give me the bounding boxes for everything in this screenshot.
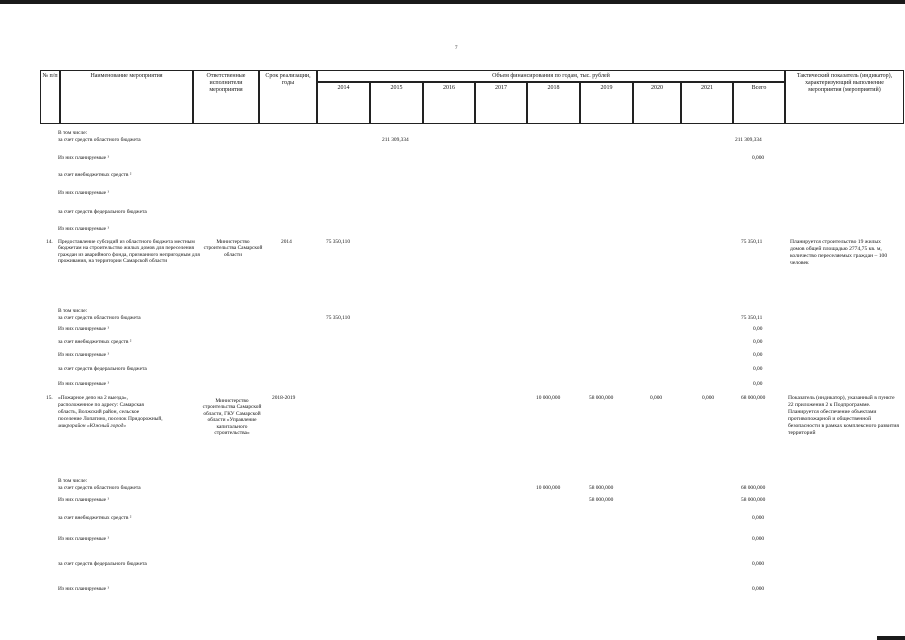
col-num-header: № п/п [40, 70, 60, 124]
block1-regional: за счет средств областного бюджета [58, 137, 141, 143]
row15-planned2-total: 0,000 [752, 536, 765, 542]
row14-number: 14. [46, 239, 53, 245]
row14-planned2-total: 0,00 [753, 352, 763, 358]
row14-planned3-total: 0,00 [753, 381, 763, 387]
row15-total: 68 000,000 [741, 395, 766, 401]
top-border [0, 0, 905, 4]
block1-federal: за счет средств федерального бюджета [58, 209, 147, 215]
row15-planned: Из них планируемые ¹ [58, 497, 109, 503]
row14-regional: за счет средств областного бюджета [58, 315, 141, 321]
col-term-header: Срок реализации, годы [259, 70, 317, 124]
row15-regional-total: 68 000,000 [741, 485, 766, 491]
row15-extra-total: 0,000 [752, 515, 765, 521]
row14-indicator: Планируется строительство 19 жилых домов общей площадью 2774,75 кв. м, количество переселяемых граждан – 100 человек [790, 239, 888, 266]
table-header [40, 70, 904, 124]
row15-indicator: Показатель (индикатор), указанный в пункте 22 приложения 2 к Подпрограмме. Планируется обеспечение объектами противопожарной и общественной безопасности в рамках комплексного развития территорий [788, 395, 899, 436]
row15-extra: за счет внебюджетных средств ² [58, 515, 132, 521]
row15-name-line4: поселение Лопатино, поселок Придорожный, [58, 416, 163, 422]
col-indicator-header: Тактический показатель (индикатор), характеризующий выполнение мероприятия (мероприятий) [785, 70, 904, 124]
row15-2020: 0,000 [650, 395, 663, 401]
row15-responsible: Министерство строительства Самарской области, ГКУ Самарской области «Управление капитального строительства» [202, 398, 262, 437]
block1-planned: Из них планируемые ¹ [58, 155, 109, 161]
row14-extra: за счет внебюджетных средств ² [58, 339, 132, 345]
row14-planned: Из них планируемые ¹ [58, 326, 109, 332]
row14-extra-total: 0,00 [753, 339, 763, 345]
row15-federal-total: 0,000 [752, 561, 765, 567]
row15-in-total: В том числе: [58, 478, 88, 484]
row14-2014: 75 350,110 [326, 239, 351, 245]
row15-planned3-total: 0,000 [752, 586, 765, 592]
row15-name-line3: область, Волжский район, сельское [58, 409, 140, 415]
row14-planned2: Из них планируемые ¹ [58, 352, 109, 358]
corner-mark [877, 636, 905, 640]
row15-name-line1: «Пожарное депо на 2 выезда», [58, 395, 128, 401]
year-2021-header: 2021 [681, 82, 733, 124]
col-funding-header: Объем финансирования по годам, тыс. рублей [317, 70, 785, 82]
year-2017-header: 2017 [475, 82, 527, 124]
row14-federal-total: 0,00 [753, 366, 763, 372]
row14-federal: за счет средств федерального бюджета [58, 366, 147, 372]
row15-planned-total: 58 000,000 [741, 497, 766, 503]
block1-planned3: Из них планируемые ¹ [58, 226, 109, 232]
row15-federal: за счет средств федерального бюджета [58, 561, 147, 567]
year-2014-header: 2014 [317, 82, 370, 124]
year-2019-header: 2019 [580, 82, 633, 124]
row15-planned3: Из них планируемые ¹ [58, 586, 109, 592]
year-2018-header: 2018 [527, 82, 580, 124]
block1-planned2: Из них планируемые ¹ [58, 190, 109, 196]
col-name-header: Наименование мероприятия [60, 70, 193, 124]
row15-term: 2018-2019 [272, 395, 296, 401]
row15-2019: 58 000,000 [589, 395, 614, 401]
row14-in-total: В том числе: [58, 308, 88, 314]
row14-regional-total: 75 350,11 [741, 315, 763, 321]
row14-planned-total: 0,00 [753, 326, 763, 332]
block1-extra: за счет внебюджетных средств ² [58, 172, 132, 178]
row15-name-line2: расположенное по адресу: Самарская [58, 402, 144, 408]
row15-planned-2019: 58 000,000 [589, 497, 614, 503]
block1-in-total: В том числе: [58, 130, 88, 136]
year-2015-header: 2015 [370, 82, 423, 124]
row15-regional-2018: 10 000,000 [536, 485, 561, 491]
row14-planned3: Из них планируемые ¹ [58, 381, 109, 387]
row15-2018: 10 000,000 [536, 395, 561, 401]
col-resp-header: Ответственные исполнители мероприятия [193, 70, 259, 124]
block1-planned-total: 0,000 [752, 155, 765, 161]
row14-term: 2014 [281, 239, 292, 245]
row15-name-line5: микрорайон «Южный город» [58, 423, 127, 429]
row15-regional-2019: 58 000,000 [589, 485, 614, 491]
row14-name: Предоставление субсидий из областного бюджета местным бюджетам на строительство жилых домов для переселения граждан из аварийного фонда, признанного непригодным для проживания, на территории Самарской области [58, 239, 200, 265]
row15-planned2: Из них планируемые ¹ [58, 536, 109, 542]
year-2016-header: 2016 [423, 82, 475, 124]
year-total-header: Всего [733, 82, 785, 124]
row15-regional: за счет средств областного бюджета [58, 485, 141, 491]
row14-total: 75 350,11 [741, 239, 763, 245]
year-2020-header: 2020 [633, 82, 681, 124]
page-number: 7 [455, 46, 458, 51]
block1-regional-total: 211 309,334 [735, 137, 762, 143]
row15-number: 15. [46, 395, 53, 401]
row14-regional-2014: 75 350,110 [326, 315, 351, 321]
row15-2021: 0,000 [702, 395, 715, 401]
row14-responsible: Министерство строительства Самарской области [203, 239, 263, 258]
block1-regional-2015: 211 309,334 [382, 137, 409, 143]
